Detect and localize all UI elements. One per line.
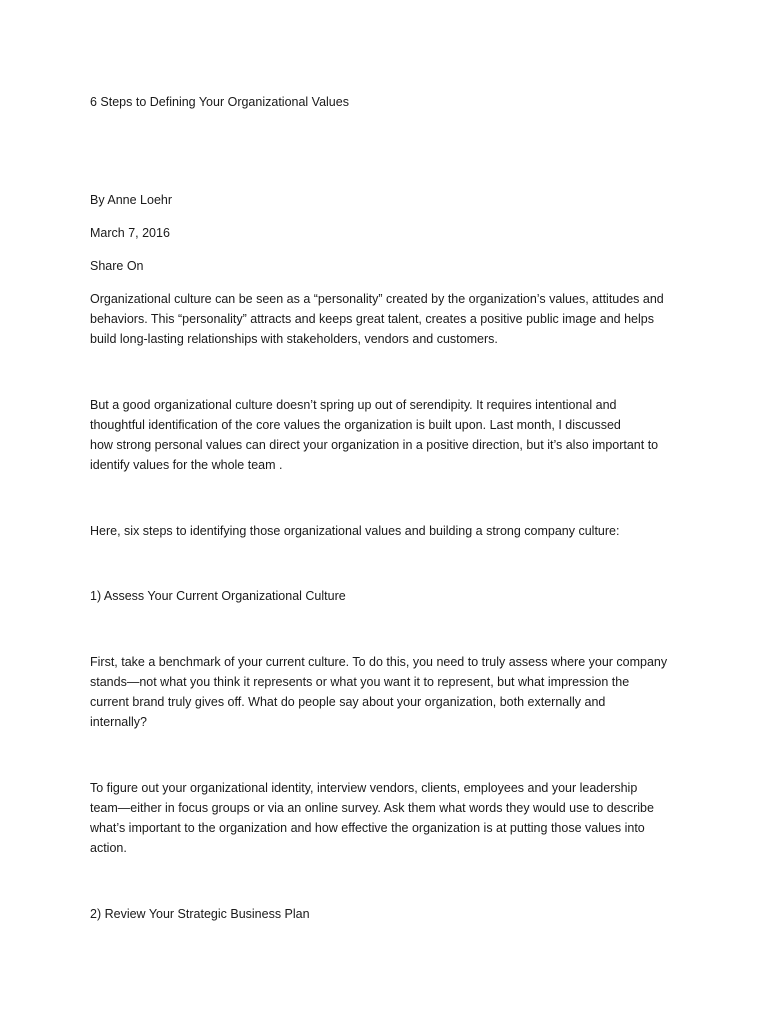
paragraph-line: what’s important to the organization and how effective the organization is at putting those values into (90, 821, 645, 835)
paragraph-line: team—either in focus groups or via an online survey. Ask them what words they would use to describe (90, 801, 654, 815)
paragraph-line: First, take a benchmark of your current culture. To do this, you need to truly assess where your company (90, 655, 668, 669)
paragraph-line: current brand truly gives off. What do people say about your organization, both externally and (90, 695, 606, 709)
paragraph-line: identify values for the whole team . (90, 458, 283, 472)
paragraph-line: To figure out your organizational identity, interview vendors, clients, employees and your leadership (90, 781, 638, 795)
heading-step-2: 2) Review Your Strategic Business Plan (90, 907, 310, 921)
paragraph-line: action. (90, 841, 127, 855)
paragraph-assess (90, 652, 682, 732)
publish-date: March 7, 2016 (90, 226, 170, 240)
paragraph-steps-intro (90, 521, 682, 541)
byline: By Anne Loehr (90, 193, 173, 207)
heading-step-1: 1) Assess Your Current Organizational Culture (90, 589, 346, 603)
paragraph-line: behaviors. This “personality” attracts and keeps great talent, creates a positive public image and helps (90, 312, 654, 326)
document-title: 6 Steps to Defining Your Organizational Values (90, 95, 349, 109)
paragraph-line: thoughtful identification of the core values the organization is built upon. Last month, I discussed (90, 418, 621, 432)
paragraph-line: build long-lasting relationships with stakeholders, vendors and customers. (90, 332, 498, 346)
paragraph-line: But a good organizational culture doesn’t spring up out of serendipity. It requires intentional and (90, 398, 617, 412)
paragraph-culture (90, 395, 682, 475)
paragraph-line: Here, six steps to identifying those organizational values and building a strong company culture: (90, 524, 620, 538)
paragraph-line: how strong personal values can direct your organization in a positive direction, but it’s also important to (90, 438, 659, 452)
paragraph-identity (90, 778, 682, 858)
paragraph-intro (90, 289, 682, 349)
paragraph-line: stands—not what you think it represents or what you want it to represent, but what impression the (90, 675, 630, 689)
share-label: Share On (90, 259, 144, 273)
paragraph-line: internally? (90, 715, 147, 729)
paragraph-line: Organizational culture can be seen as a “personality” created by the organization’s values, attitudes and (90, 292, 664, 306)
